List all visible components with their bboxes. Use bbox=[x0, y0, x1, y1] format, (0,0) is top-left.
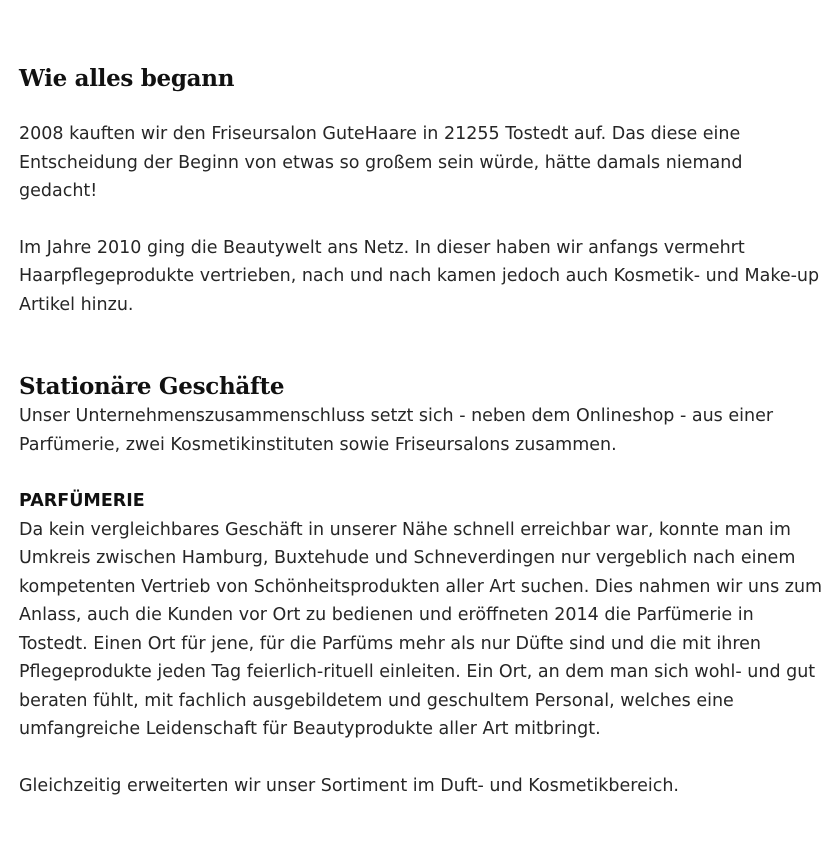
main-content bbox=[19, 62, 824, 800]
history-paragraph-1: 2008 kauften wir den Friseursalon GuteHaare in 21255 Tostedt auf. Das diese eine Entscheidung der Beginn von etwas so großem sein würde, hätte damals niemand gedacht! bbox=[19, 124, 743, 201]
assortment-paragraph: Gleichzeitig erweiterten wir unser Sortiment im Duft- und Kosmetikbereich. bbox=[19, 775, 679, 796]
stores-intro: Unser Unternehmenszusammenschluss setzt sich - neben dem Onlineshop - aus einer Parfümerie, zwei Kosmetikinstituten sowie Friseursalons zusammen. bbox=[19, 406, 774, 455]
stores-heading: Stationäre Geschäfte bbox=[19, 373, 285, 400]
history-paragraph-2: Im Jahre 2010 ging die Beautywelt ans Netz. In dieser haben wir anfangs vermehrt Haarpflegeprodukte vertrieben, nach und nach kamen jedoch auch Kosmetik- und Make-up Artikel hinzu. bbox=[19, 237, 820, 315]
perfumery-paragraph: Da kein vergleichbares Geschäft in unserer Nähe schnell erreichbar war, konnte man im Umkreis zwischen Hamburg, Buxtehude und Schneverdingen nur vergeblich nach einem kompetenten Vertrieb von Schönheitsprodukten aller Art suchen. Dies nahmen wir uns zum Anlass, auch die Kunden vor Ort zu bedienen und eröffneten 2014 die Parfümerie in Tostedt. Einen Ort für jene, für die Parfüms mehr als nur Düfte sind und die mit ihren Pflegeprodukte jeden Tag feierlich-rituell einleiten. Ein Ort, an dem man sich wohl- und gut beraten fühlt, mit fachlich ausgebildetem und geschultem Personal, welches eine umfangreiche Leidenschaft für Beautyprodukte aller Art mitbringt. bbox=[19, 519, 823, 739]
history-heading: Wie alles begann bbox=[19, 65, 235, 92]
history-section bbox=[19, 62, 824, 319]
perfumery-subheading: PARFÜMERIE bbox=[19, 491, 145, 511]
stores-section bbox=[19, 372, 824, 800]
